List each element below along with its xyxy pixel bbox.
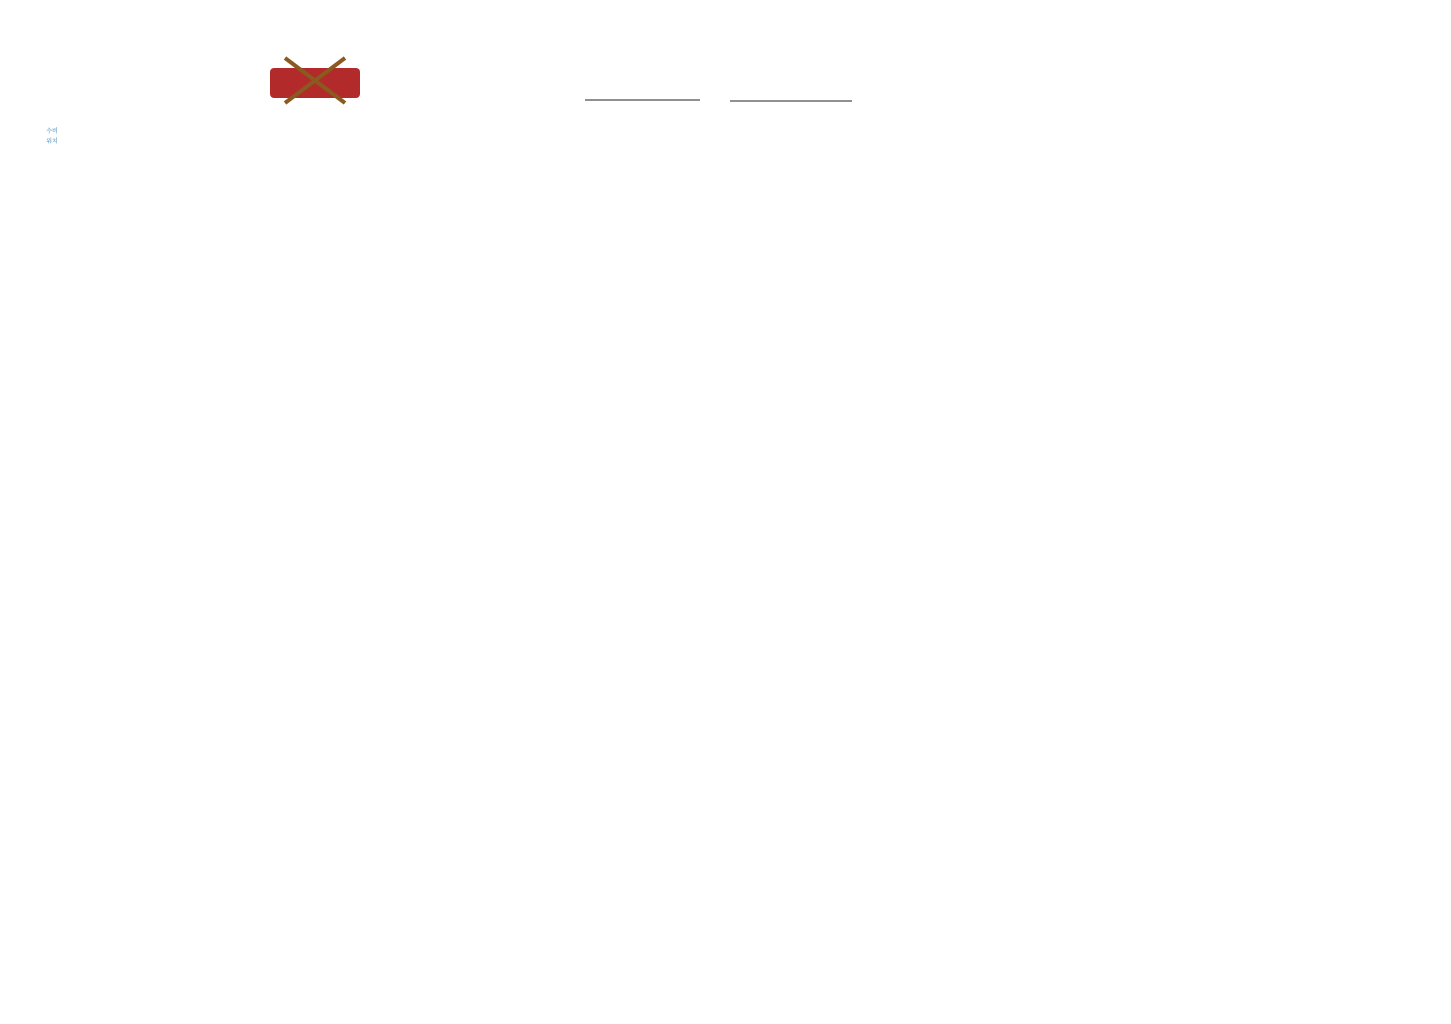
position-header: 수비 xyxy=(46,128,58,135)
league-logo xyxy=(270,58,360,103)
position-header-2: 위치 xyxy=(46,138,58,145)
